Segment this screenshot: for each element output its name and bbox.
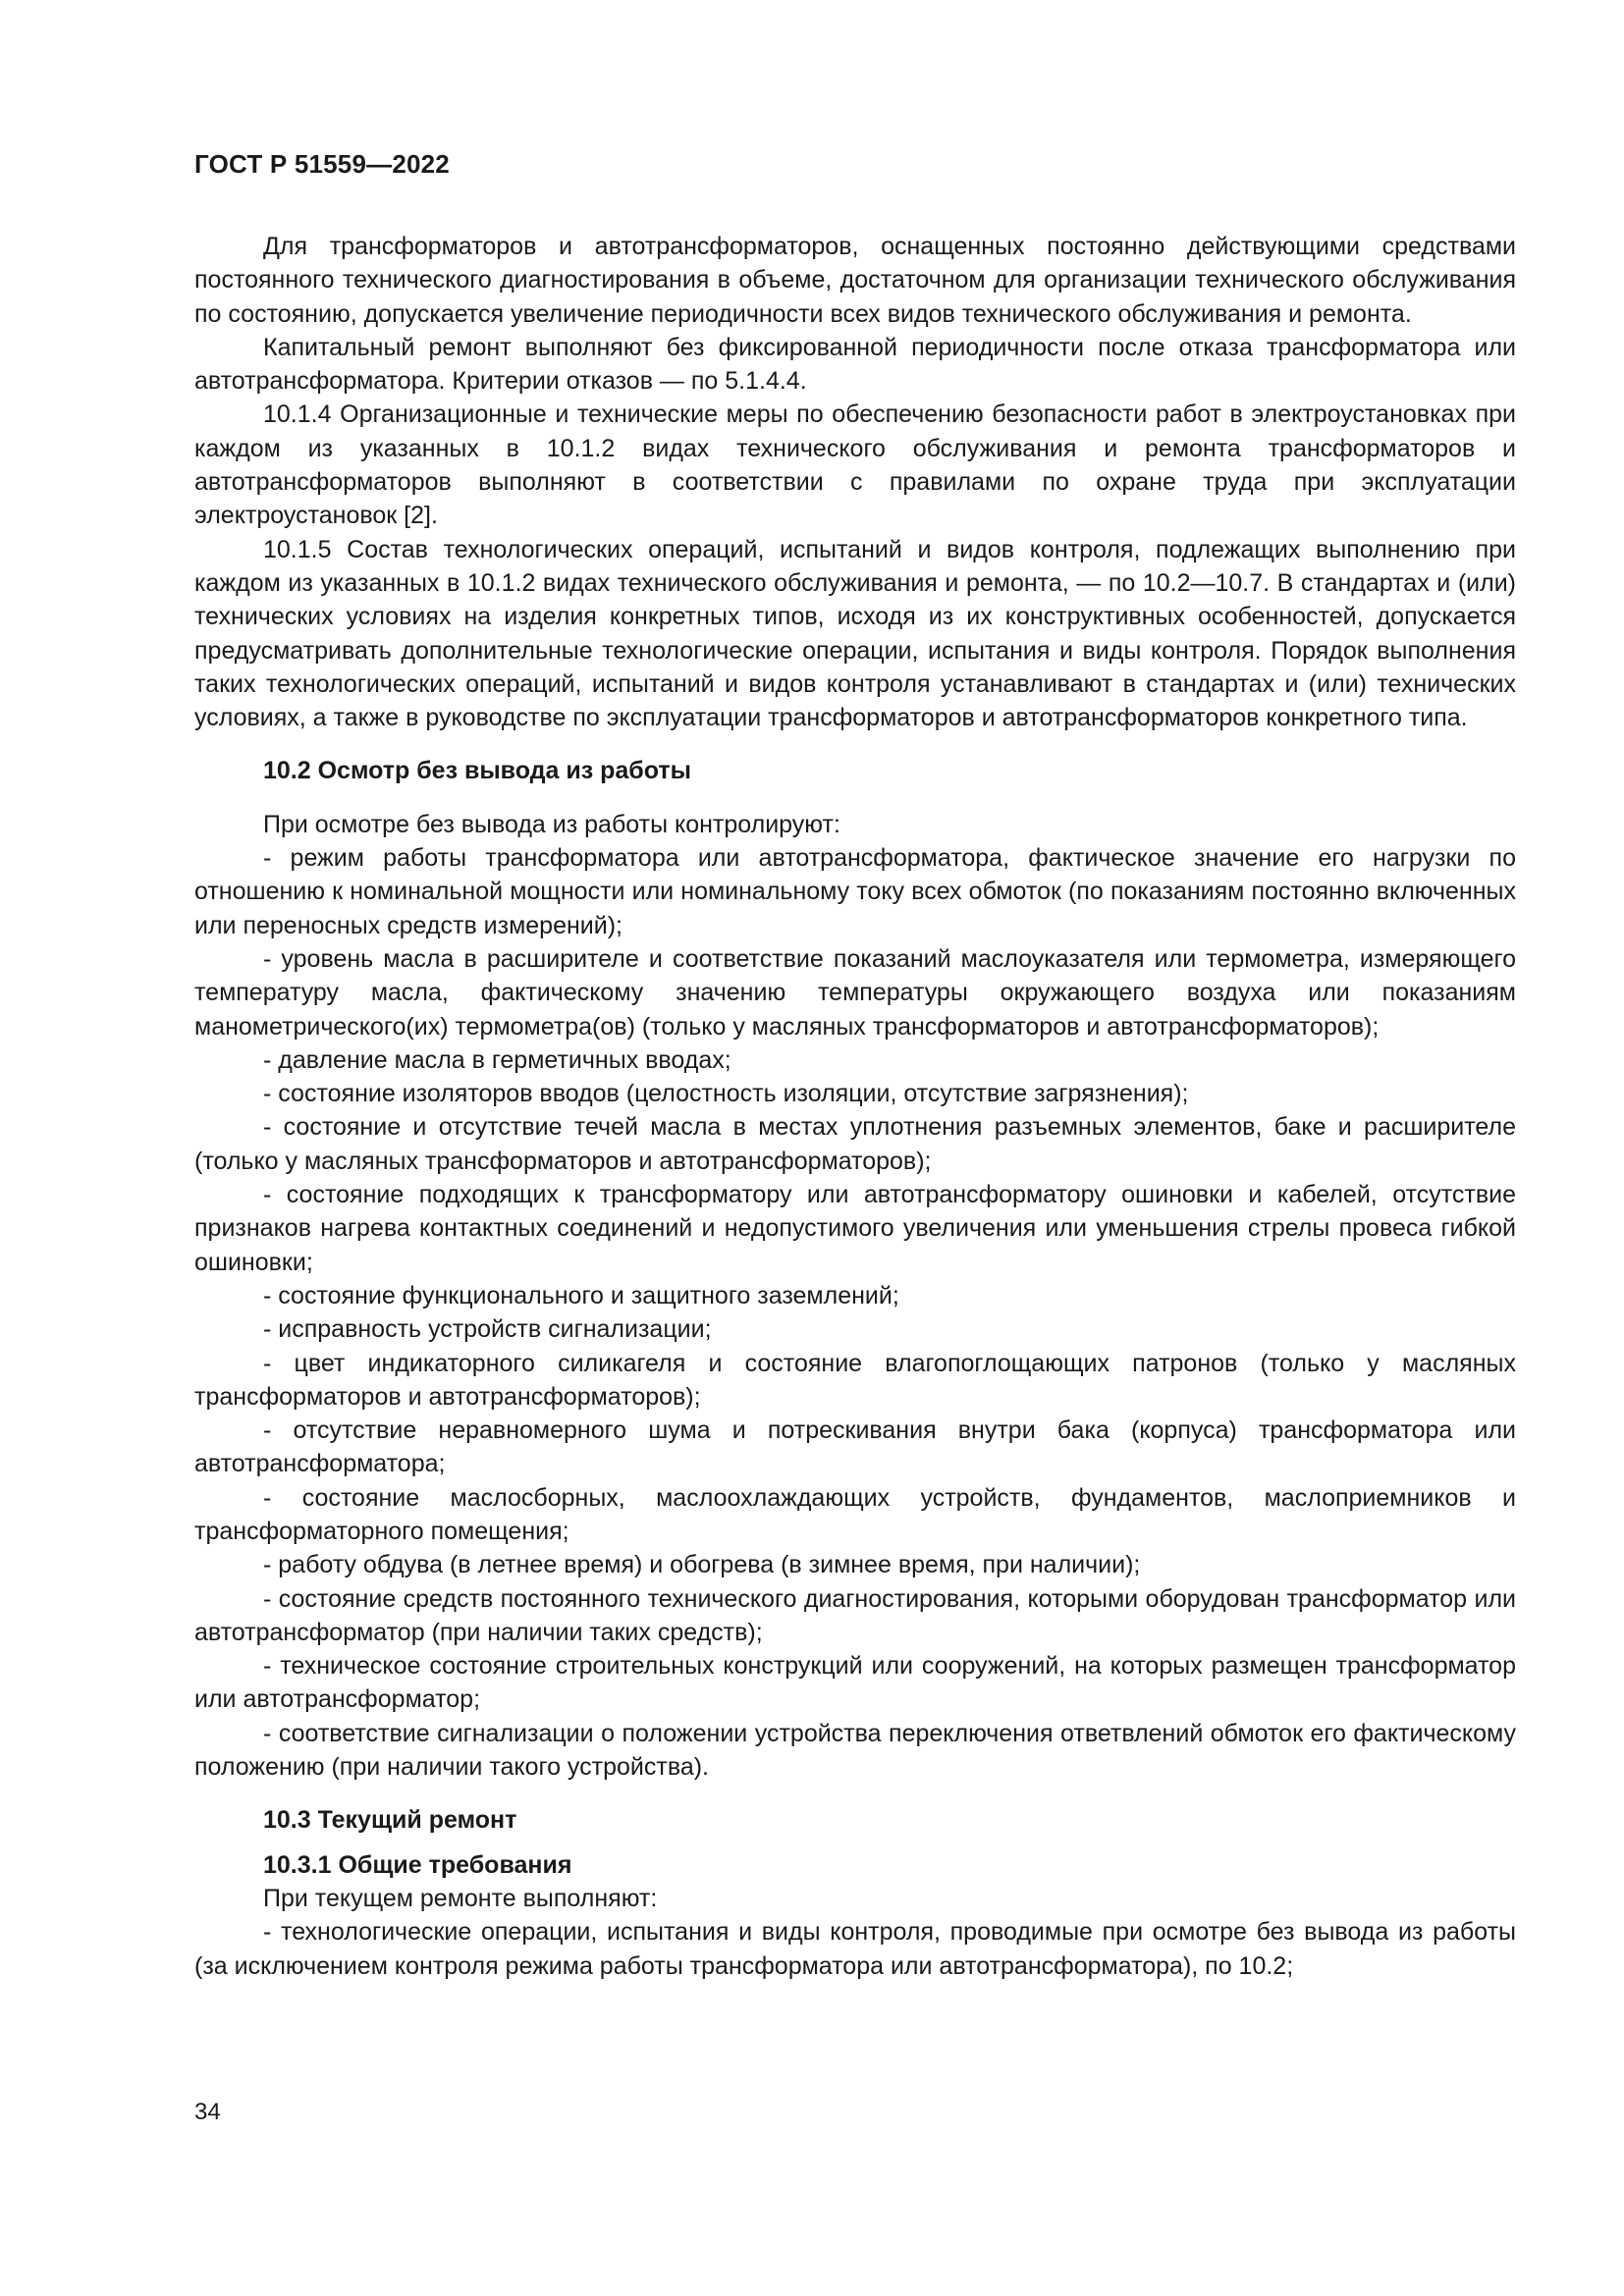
list-item: - состояние функционального и защитного заземлений;	[263, 1281, 899, 1309]
list-item: - работу обдува (в летнее время) и обогрева (в зимнее время, при наличии);	[263, 1551, 1141, 1579]
list-item: - технологические операции, испытания и виды контроля, проводимые при осмотре без вывода из работы (за исключением контроля режима работы трансформатора или автотрансформатора), по 10.2;	[194, 1918, 1516, 1980]
paragraph: 10.1.4 Организационные и технические меры по обеспечению безопасности работ в электроустановках при каждом из указанных в 10.1.2 видах технического обслуживания и ремонта трансформаторов и автотрансформаторов выполняют в соответствии с правилами по охране труда при эксплуатации электроустановок [2].	[194, 400, 1516, 530]
page-number: 34	[194, 2099, 221, 2125]
list-item: - режим работы трансформатора или автотрансформатора, фактическое значение его нагрузки по отношению к номинальной мощности или номинальному току всех обмоток (по показаниям постоянно включенных или переносных средств измерений);	[194, 844, 1516, 939]
paragraph: Для трансформаторов и автотрансформаторов, оснащенных постоянно действующими средствами постоянного технического диагностирования в объеме, достаточном для организации технического обслуживания по состоянию, допускается увеличение периодичности всех видов технического обслуживания и ремонта.	[194, 233, 1516, 328]
list-item: - состояние маслосборных, маслоохлаждающих устройств, фундаментов, маслоприемников и трансформаторного помещения;	[194, 1483, 1516, 1545]
paragraph: 10.1.5 Состав технологических операций, испытаний и видов контроля, подлежащих выполнению при каждом из указанных в 10.1.2 видах технического обслуживания и ремонта, — по 10.2—10.7. В стандартах и (или) технических условиях на изделия конкретных типов, исходя из их конструктивных особенностей, допускается предусматривать дополнительные технологические операции, испытания и виды контроля. Порядок выполнения таких технологических операций, испытаний и видов контроля устанавливают в стандартах и (или) технических условиях, а также в руководстве по эксплуатации трансформаторов и автотрансформаторов конкретного типа.	[194, 535, 1516, 732]
section-intro: При текущем ремонте выполняют:	[263, 1884, 658, 1912]
section-intro: При осмотре без вывода из работы контролируют:	[263, 810, 840, 838]
section-heading-10-3: 10.3 Текущий ремонт	[263, 1806, 517, 1835]
list-item: - исправность устройств сигнализации;	[263, 1315, 712, 1344]
list-item: - давление масла в герметичных вводах;	[263, 1045, 731, 1074]
list-item: - состояние изоляторов вводов (целостность изоляции, отсутствие загрязнения);	[263, 1080, 1189, 1108]
list-item: - состояние подходящих к трансформатору или автотрансформатору ошиновки и кабелей, отсутствие признаков нагрева контактных соединений и недопустимого увеличения или уменьшения стрелы провеса гибкой ошиновки;	[194, 1181, 1516, 1276]
list-item: - состояние и отсутствие течей масла в местах уплотнения разъемных элементов, баке и расширителе (только у масляных трансформаторов и автотрансформаторов);	[194, 1113, 1516, 1175]
document-header: ГОСТ Р 51559—2022	[194, 149, 450, 179]
paragraph: Капитальный ремонт выполняют без фиксированной периодичности после отказа трансформатора или автотрансформатора. Критерии отказов — по 5.1.4.4.	[194, 333, 1516, 396]
list-item: - цвет индикаторного силикагеля и состояние влагопоглощающих патронов (только у масляных трансформаторов и автотрансформаторов);	[194, 1349, 1516, 1411]
list-item: - состояние средств постоянного технического диагностирования, которыми оборудован трансформатор или автотрансформатор (при наличии таких средств);	[194, 1584, 1516, 1646]
list-item: - техническое состояние строительных конструкций или сооружений, на которых размещен трансформатор или автотрансформатор;	[194, 1652, 1516, 1714]
list-item: - отсутствие неравномерного шума и потрескивания внутри бака (корпуса) трансформатора или автотрансформатора;	[194, 1416, 1516, 1478]
list-item: - соответствие сигнализации о положении устройства переключения ответвлений обмоток его фактическому положению (при наличии такого устройства).	[194, 1719, 1516, 1782]
list-item: - уровень масла в расширителе и соответствие показаний маслоуказателя или термометра, измеряющего температуру масла, фактическому значению температуры окружающего воздуха или показаниям манометрического(их) термометра(ов) (только у масляных трансформаторов и автотрансформаторов);	[194, 944, 1516, 1041]
section-heading-10-2: 10.2 Осмотр без вывода из работы	[263, 757, 691, 785]
document-body	[194, 230, 1516, 1983]
subsection-heading-10-3-1: 10.3.1 Общие требования	[263, 1850, 572, 1879]
